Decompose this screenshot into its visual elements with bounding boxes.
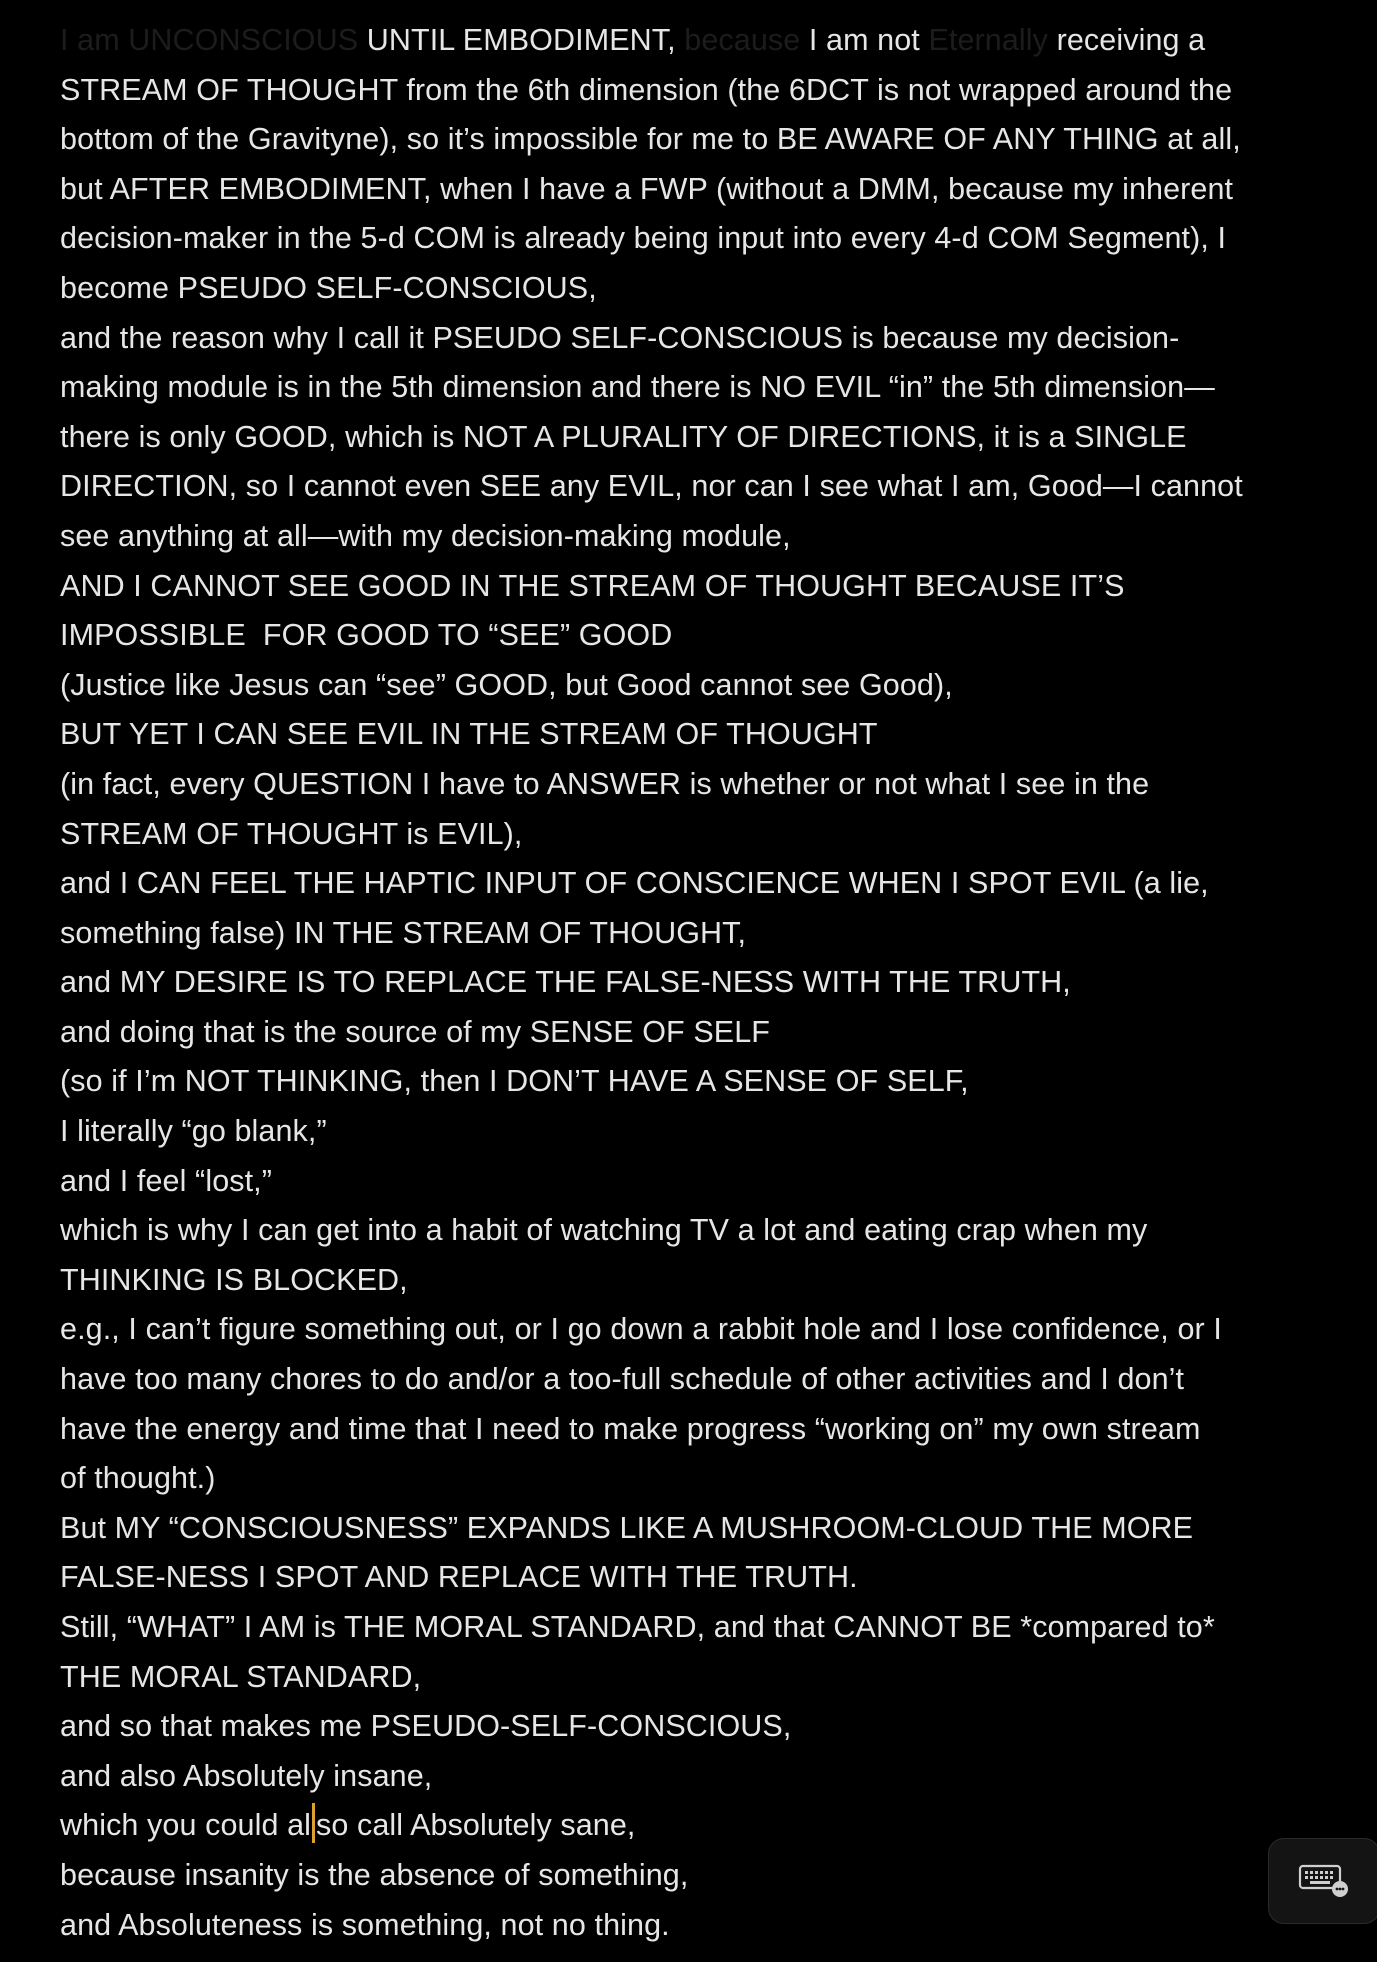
note-line: IMPOSSIBLE FOR GOOD TO “SEE” GOOD [60, 618, 673, 653]
note-line: there is only GOOD, which is NOT A PLURALITY OF DIRECTIONS, it is a SINGLE [60, 419, 1187, 454]
note-line: of thought.) [60, 1461, 216, 1496]
note-line: STREAM OF THOUGHT is EVIL), [60, 816, 523, 851]
keyboard-dismiss-icon [1298, 1863, 1350, 1899]
note-line: see anything at all—with my decision-making module, [60, 518, 791, 553]
note-line: making module is in the 5th dimension and there is NO EVIL “in” the 5th dimension— [60, 370, 1215, 405]
note-text: UNTIL EMBODIMENT, [358, 23, 685, 57]
note-line: bottom of the Gravityne), so it’s impossible for me to BE AWARE OF ANY THING at all, [60, 122, 1241, 157]
note-line [60, 1801, 1330, 1851]
note-line [60, 16, 1330, 66]
note-line: and the reason why I call it PSEUDO SELF-CONSCIOUS is because my decision- [60, 320, 1180, 355]
note-text-editor[interactable] [60, 16, 1330, 1950]
note-line: become PSEUDO SELF-CONSCIOUS, [60, 270, 597, 305]
note-text: so call Absolutely sane, [316, 1808, 636, 1843]
note-line: and also Absolutely insane, [60, 1758, 433, 1793]
keyboard-dismiss-button[interactable] [1268, 1838, 1377, 1924]
obscured-text: because [684, 23, 801, 57]
note-line: DIRECTION, so I cannot even SEE any EVIL, nor can I see what I am, Good—I cannot [60, 469, 1243, 504]
text-cursor [312, 1803, 315, 1843]
note-line: and MY DESIRE IS TO REPLACE THE FALSE-NESS WITH THE TRUTH, [60, 965, 1071, 1000]
note-text: which you could al [60, 1808, 312, 1843]
obscured-text: I am UNCONSCIOUS [60, 23, 359, 57]
note-line: and I CAN FEEL THE HAPTIC INPUT OF CONSCIENCE WHEN I SPOT EVIL (a lie, [60, 866, 1209, 901]
note-line: STREAM OF THOUGHT from the 6th dimension (the 6DCT is not wrapped around the [60, 72, 1233, 107]
note-line: THINKING IS BLOCKED, [60, 1262, 408, 1297]
note-line: and I feel “lost,” [60, 1163, 273, 1198]
note-line: which is why I can get into a habit of watching TV a lot and eating crap when my [60, 1213, 1148, 1248]
obscured-text: Eternally [928, 23, 1049, 57]
note-line: but AFTER EMBODIMENT, when I have a FWP (without a DMM, because my inherent [60, 171, 1234, 206]
note-line: AND I CANNOT SEE GOOD IN THE STREAM OF THOUGHT BECAUSE IT’S [60, 568, 1125, 603]
note-line: something false) IN THE STREAM OF THOUGHT, [60, 915, 747, 950]
note-line: and doing that is the source of my SENSE OF SELF [60, 1014, 771, 1049]
note-line: have too many chores to do and/or a too-full schedule of other activities and I don’t [60, 1362, 1185, 1397]
note-line: (Justice like Jesus can “see” GOOD, but Good cannot see Good), [60, 667, 953, 702]
note-line: e.g., I can’t figure something out, or I go down a rabbit hole and I lose confidence, or I [60, 1312, 1222, 1347]
note-line: (so if I’m NOT THINKING, then I DON’T HAVE A SENSE OF SELF, [60, 1064, 969, 1099]
note-text: I am not [800, 23, 929, 57]
note-line: and so that makes me PSEUDO-SELF-CONSCIOUS, [60, 1709, 792, 1744]
note-line: I literally “go blank,” [60, 1114, 327, 1149]
note-line: Still, “WHAT” I AM is THE MORAL STANDARD, and that CANNOT BE *compared to* [60, 1610, 1215, 1644]
note-text: receiving a [1048, 23, 1206, 57]
note-line: decision-maker in the 5-d COM is already being input into every 4-d COM Segment), I [60, 221, 1227, 256]
note-line: BUT YET I CAN SEE EVIL IN THE STREAM OF THOUGHT [60, 717, 878, 752]
note-line: But MY “CONSCIOUSNESS” EXPANDS LIKE A MUSHROOM-CLOUD THE MORE [60, 1510, 1194, 1545]
note-line: THE MORAL STANDARD, [60, 1659, 422, 1694]
note-line: FALSE-NESS I SPOT AND REPLACE WITH THE TRUTH. [60, 1560, 858, 1595]
note-line: have the energy and time that I need to make progress “working on” my own stream [60, 1411, 1201, 1446]
note-line: (in fact, every QUESTION I have to ANSWER is whether or not what I see in the [60, 766, 1150, 801]
note-line: because insanity is the absence of something, [60, 1857, 689, 1892]
note-line: and Absoluteness is something, not no thing. [60, 1907, 670, 1942]
